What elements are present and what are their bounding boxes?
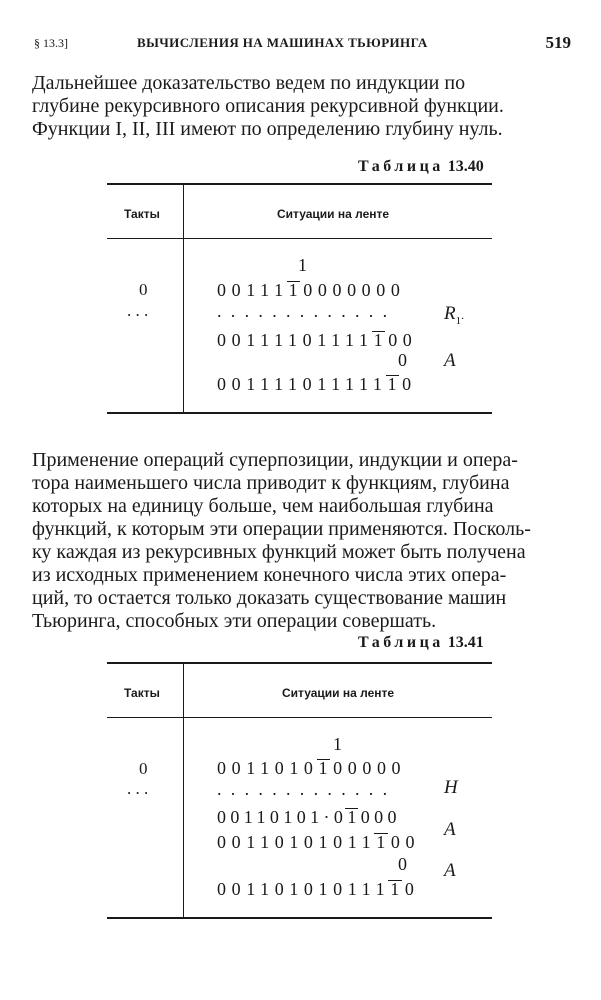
tape-row: 00111101111110 xyxy=(217,374,417,394)
text-line: ций, то остается только доказать существование машин xyxy=(32,587,507,609)
table-column-divider xyxy=(183,183,184,414)
caption-word: Таблица xyxy=(358,158,444,175)
text-line: из исходных применением конечного числа этих опера- xyxy=(32,564,507,586)
state-label: A xyxy=(444,860,456,881)
text-line: которых на единицу больше, чем наибольшая глубина xyxy=(32,495,494,517)
table-bottom-rule xyxy=(107,917,492,919)
running-header xyxy=(34,34,571,54)
section-ref: § 13.3] xyxy=(34,36,68,50)
tape-row: 1 xyxy=(298,255,313,275)
tape-row: 1 xyxy=(333,734,348,754)
header-tacts: Такты xyxy=(124,686,160,700)
paragraph-intro xyxy=(32,72,572,141)
head-marker: 1 xyxy=(347,807,361,827)
page-number: 519 xyxy=(545,33,571,52)
head-marker: 1 xyxy=(373,330,389,350)
head-marker: 1 xyxy=(390,879,405,899)
text-line: Тьюринга, способных эти операции совершать. xyxy=(32,610,437,632)
text-line: тора наименьшего числа приводит к функциям, глубина xyxy=(32,472,510,494)
table-top-rule xyxy=(107,662,492,664)
tape-row: 0011010100000 xyxy=(217,758,407,778)
tape-row: 0 xyxy=(398,350,413,370)
table-13-41 xyxy=(107,662,492,920)
text-line: ку каждая из рекурсивных функций может быть получена xyxy=(32,541,526,563)
tape-row: 0 xyxy=(398,854,413,874)
tact-zero: 0 xyxy=(139,759,148,778)
table-header-rule xyxy=(107,238,492,239)
chapter-title: ВЫЧИСЛЕНИЯ НА МАШИНАХ ТЬЮРИНГА xyxy=(137,35,428,50)
text-line: Применение операций суперпозиции, индукции и опера- xyxy=(32,449,518,471)
table-top-rule xyxy=(107,183,492,185)
caption-word: Таблица xyxy=(358,634,444,651)
table-13-40 xyxy=(107,183,492,415)
head-marker: 1 xyxy=(318,758,334,778)
table-bottom-rule xyxy=(107,412,492,414)
tape-row-dots: . . . . . . . . . . . . . xyxy=(217,779,390,799)
table-column-divider xyxy=(183,662,184,919)
header-situations: Ситуации на ленте xyxy=(277,207,390,221)
text-line: Дальнейшее доказательство ведем по индукции по xyxy=(32,72,466,94)
text-line: Функции I, II, III имеют по определению глубину нуль. xyxy=(32,118,503,140)
head-marker: 1 xyxy=(288,280,304,300)
header-situations: Ситуации на ленте xyxy=(282,686,395,700)
tact-dots: . . . xyxy=(127,301,149,320)
state-label: A xyxy=(444,350,456,371)
table-caption-13-40 xyxy=(358,158,484,176)
state-label: H xyxy=(444,777,458,798)
tape-row: 0011110000000 xyxy=(217,280,406,300)
head-marker: 1 xyxy=(387,374,403,394)
tact-dots: . . . xyxy=(127,779,149,798)
tape-row: 00110101011110 xyxy=(217,879,420,899)
tape-row: 00110101011100 xyxy=(217,832,421,852)
tape-row: 00111101111100 xyxy=(217,330,418,350)
table-caption-13-41 xyxy=(358,634,484,652)
paragraph-operations xyxy=(32,449,572,633)
state-label: A xyxy=(444,819,456,840)
header-tacts: Такты xyxy=(124,207,160,221)
tape-row: 00110101·01000 xyxy=(217,807,401,827)
tact-zero: 0 xyxy=(139,280,148,299)
caption-number: 13.41 xyxy=(447,634,484,651)
tape-row-dots: . . . . . . . . . . . . . xyxy=(217,301,390,321)
caption-number: 13.40 xyxy=(447,158,484,175)
head-marker: 1 xyxy=(376,832,391,852)
state-label: $R_1$. xyxy=(444,303,465,327)
table-header-rule xyxy=(107,717,492,718)
text-line: глубине рекурсивного описания рекурсивной функции. xyxy=(32,95,504,117)
text-line: функций, к которым эти операции применяются. Посколь- xyxy=(32,518,531,540)
